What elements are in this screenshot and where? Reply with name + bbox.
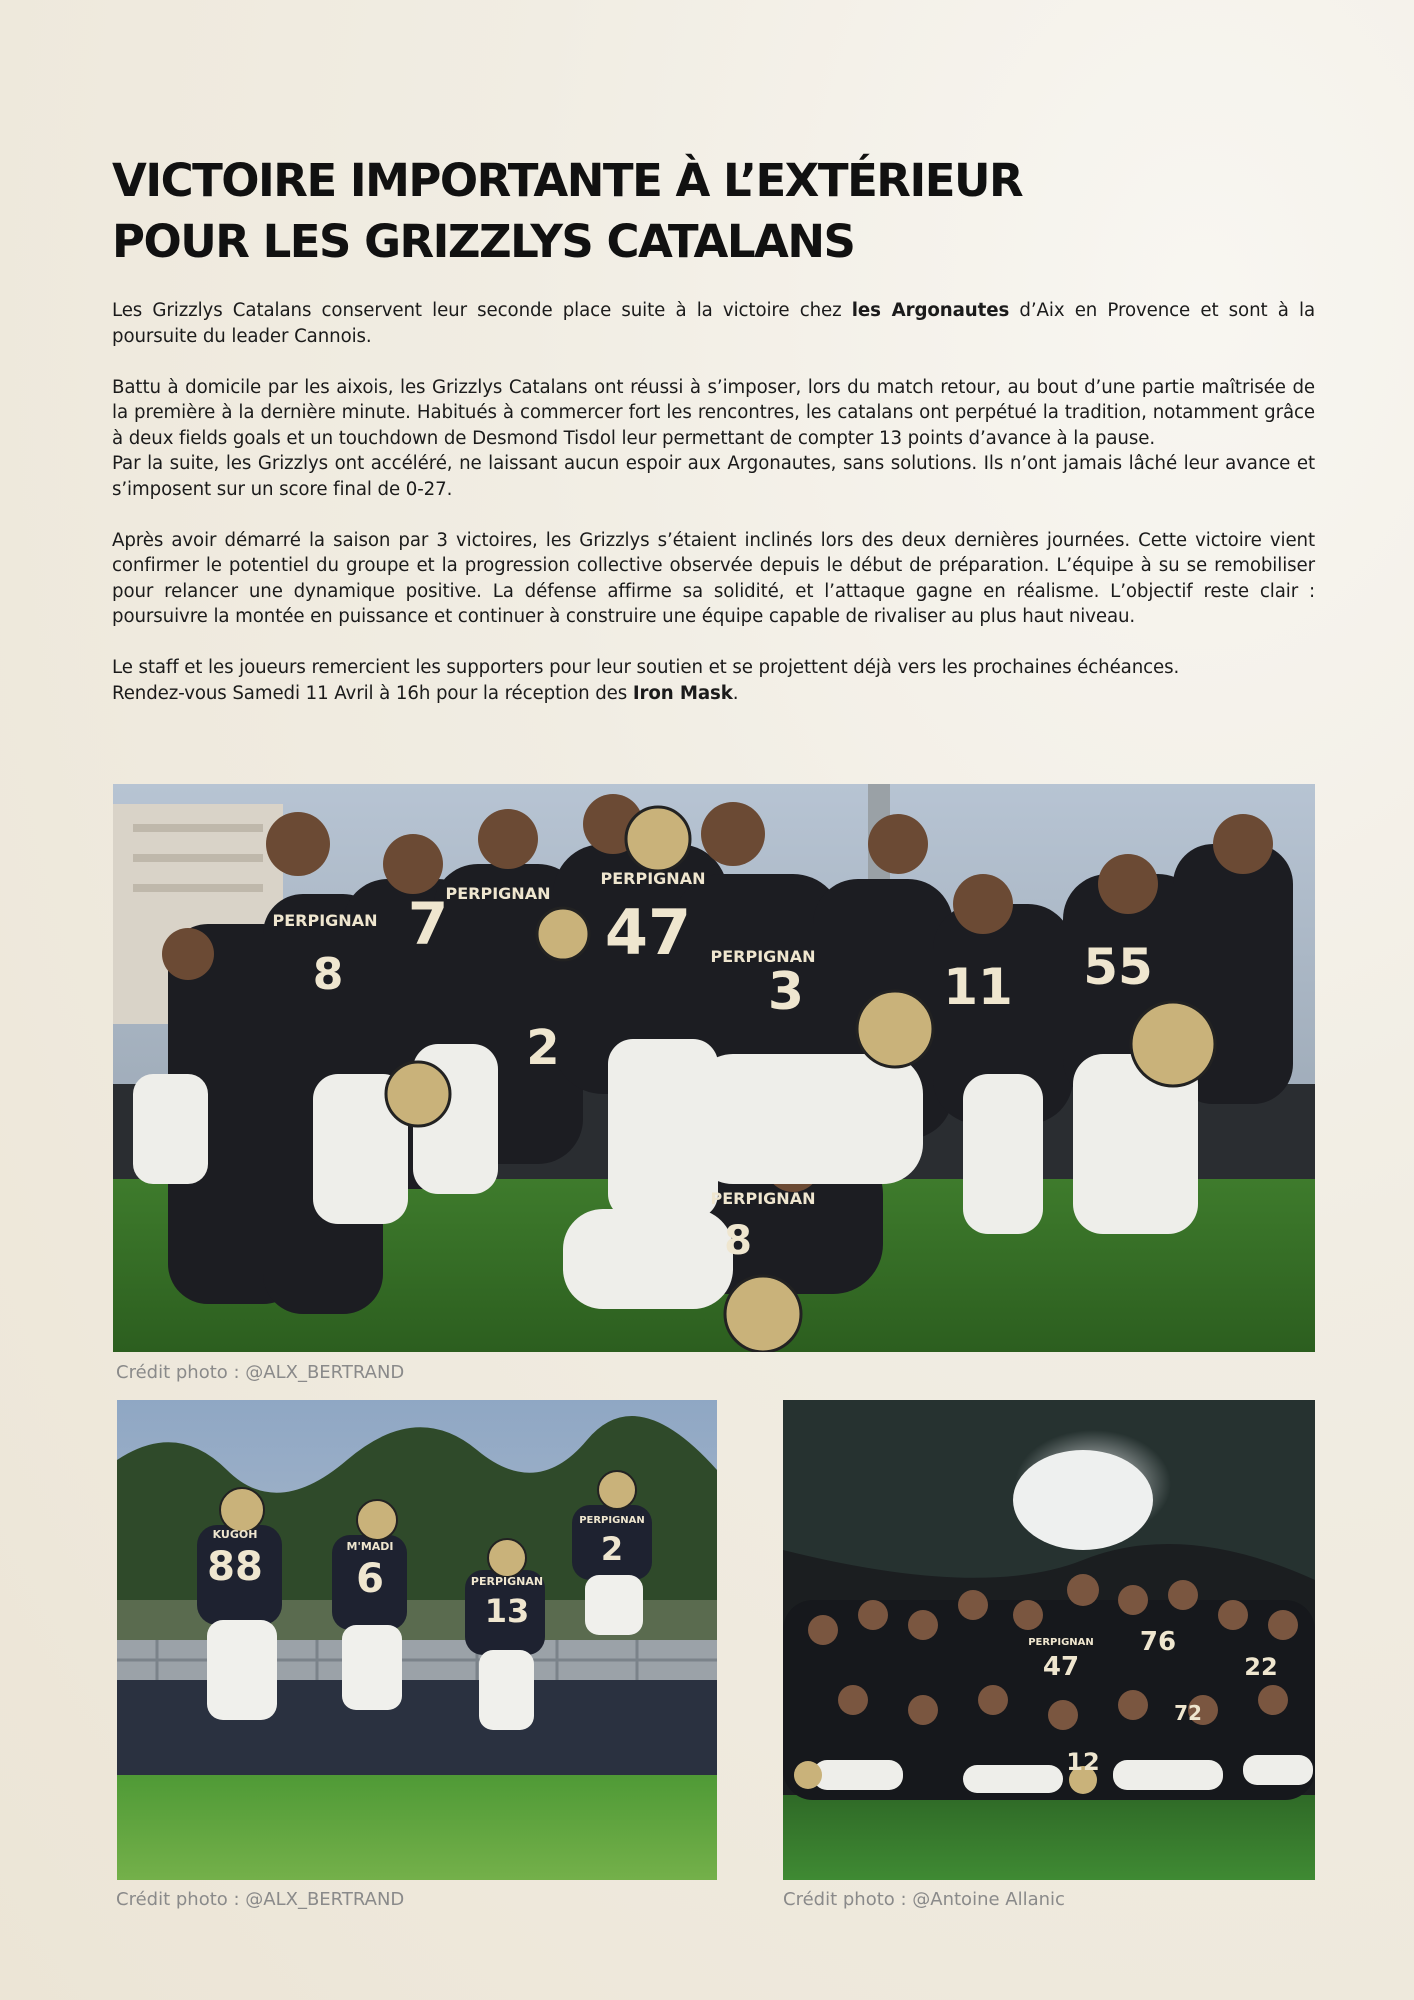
svg-text:76: 76 <box>1139 1627 1177 1657</box>
main-photo-credit: Crédit photo : @ALX_BERTRAND <box>116 1362 405 1383</box>
team-celebration-photo <box>113 784 1315 1352</box>
svg-text:2: 2 <box>600 1530 624 1568</box>
svg-text:PERPIGNAN: PERPIGNAN <box>1028 1637 1094 1648</box>
article-body <box>112 298 1315 706</box>
title-line-1: VICTOIRE IMPORTANTE À L’EXTÉRIEUR <box>112 154 1023 207</box>
svg-text:7: 7 <box>407 890 449 958</box>
svg-text:PERPIGNAN: PERPIGNAN <box>579 1515 645 1526</box>
bottom-left-photo-credit: Crédit photo : @ALX_BERTRAND <box>116 1889 405 1910</box>
svg-text:72: 72 <box>1174 1701 1202 1725</box>
svg-text:47: 47 <box>604 896 692 969</box>
paragraph-next-game: Rendez-vous Samedi 11 Avril à 16h pour la réception des Iron Mask. <box>112 682 739 704</box>
svg-text:88: 88 <box>207 1544 263 1590</box>
paragraph-thanks: Le staff et les joueurs remercient les supporters pour leur soutien et se projettent déjà vers les prochaines échéances. <box>112 657 1180 678</box>
svg-text:13: 13 <box>484 1592 530 1630</box>
bottom-right-photo-credit: Crédit photo : @Antoine Allanic <box>783 1889 1065 1910</box>
paragraph-second-half: Par la suite, les Grizzlys ont accéléré, ne laissant aucun espoir aux Argonautes, sans solutions. Ils n’ont jamais lâché leur avance et s’imposent sur un score final de 0-27. <box>112 453 1315 500</box>
paragraph-match: Battu à domicile par les aixois, les Grizzlys Catalans ont réussi à s’imposer, lors du match retour, au bout d’une partie maîtrisée de la première à la dernière minute. Habitués à commercer fort les rencontres, les catalans ont perpétué la tradition, notamment grâce à deux fields goals et un touchdown de Desmond Tisdol leur permettant de compter 13 points d’avance à la pause. <box>112 376 1315 449</box>
paragraph-season: Après avoir démarré la saison par 3 victoires, les Grizzlys s’étaient inclinés lors des deux dernières journées. Cette victoire vient confirmer le potentiel du groupe et la progression collective observée depuis le début de préparation. L’équipe à su se remobiliser pour relancer une dynamique positive. La défense affirme sa solidité, et l’attaque gagne en réalisme. L’objectif reste clair : poursuivre la montée en puissance et continuer à construire une équipe capable de rivaliser au plus haut niveau. <box>112 529 1315 627</box>
svg-text:11: 11 <box>943 958 1013 1016</box>
svg-text:PERPIGNAN: PERPIGNAN <box>600 869 706 888</box>
paragraph-intro: Les Grizzlys Catalans conservent leur seconde place suite à la victoire chez les Argonautes d’Aix en Provence et sont à la poursuite du leader Cannois. <box>112 300 1315 347</box>
svg-text:PERPIGNAN: PERPIGNAN <box>272 911 378 930</box>
team-smoke-photo <box>783 1400 1315 1880</box>
svg-text:12: 12 <box>1066 1748 1100 1776</box>
svg-text:6: 6 <box>356 1556 384 1602</box>
svg-text:2: 2 <box>526 1020 560 1076</box>
svg-text:22: 22 <box>1244 1653 1278 1681</box>
article-title <box>112 150 1022 272</box>
svg-text:PERPIGNAN: PERPIGNAN <box>710 947 816 966</box>
team-iron-mask: Iron Mask <box>632 682 733 704</box>
svg-text:47: 47 <box>1042 1652 1080 1682</box>
svg-text:8: 8 <box>312 949 344 1000</box>
svg-text:PERPIGNAN: PERPIGNAN <box>445 884 551 903</box>
svg-text:M'MADI: M'MADI <box>346 1540 394 1553</box>
players-on-field-photo <box>117 1400 717 1880</box>
svg-text:KUGOH: KUGOH <box>212 1528 258 1541</box>
svg-text:8: 8 <box>724 1218 752 1264</box>
team-argonautes: les Argonautes <box>851 300 1010 321</box>
svg-text:PERPIGNAN: PERPIGNAN <box>710 1189 816 1208</box>
svg-text:3: 3 <box>767 962 805 1022</box>
title-line-2: POUR LES GRIZZLYS CATALANS <box>112 215 855 268</box>
svg-text:55: 55 <box>1083 938 1153 996</box>
svg-text:PERPIGNAN: PERPIGNAN <box>470 1575 544 1588</box>
